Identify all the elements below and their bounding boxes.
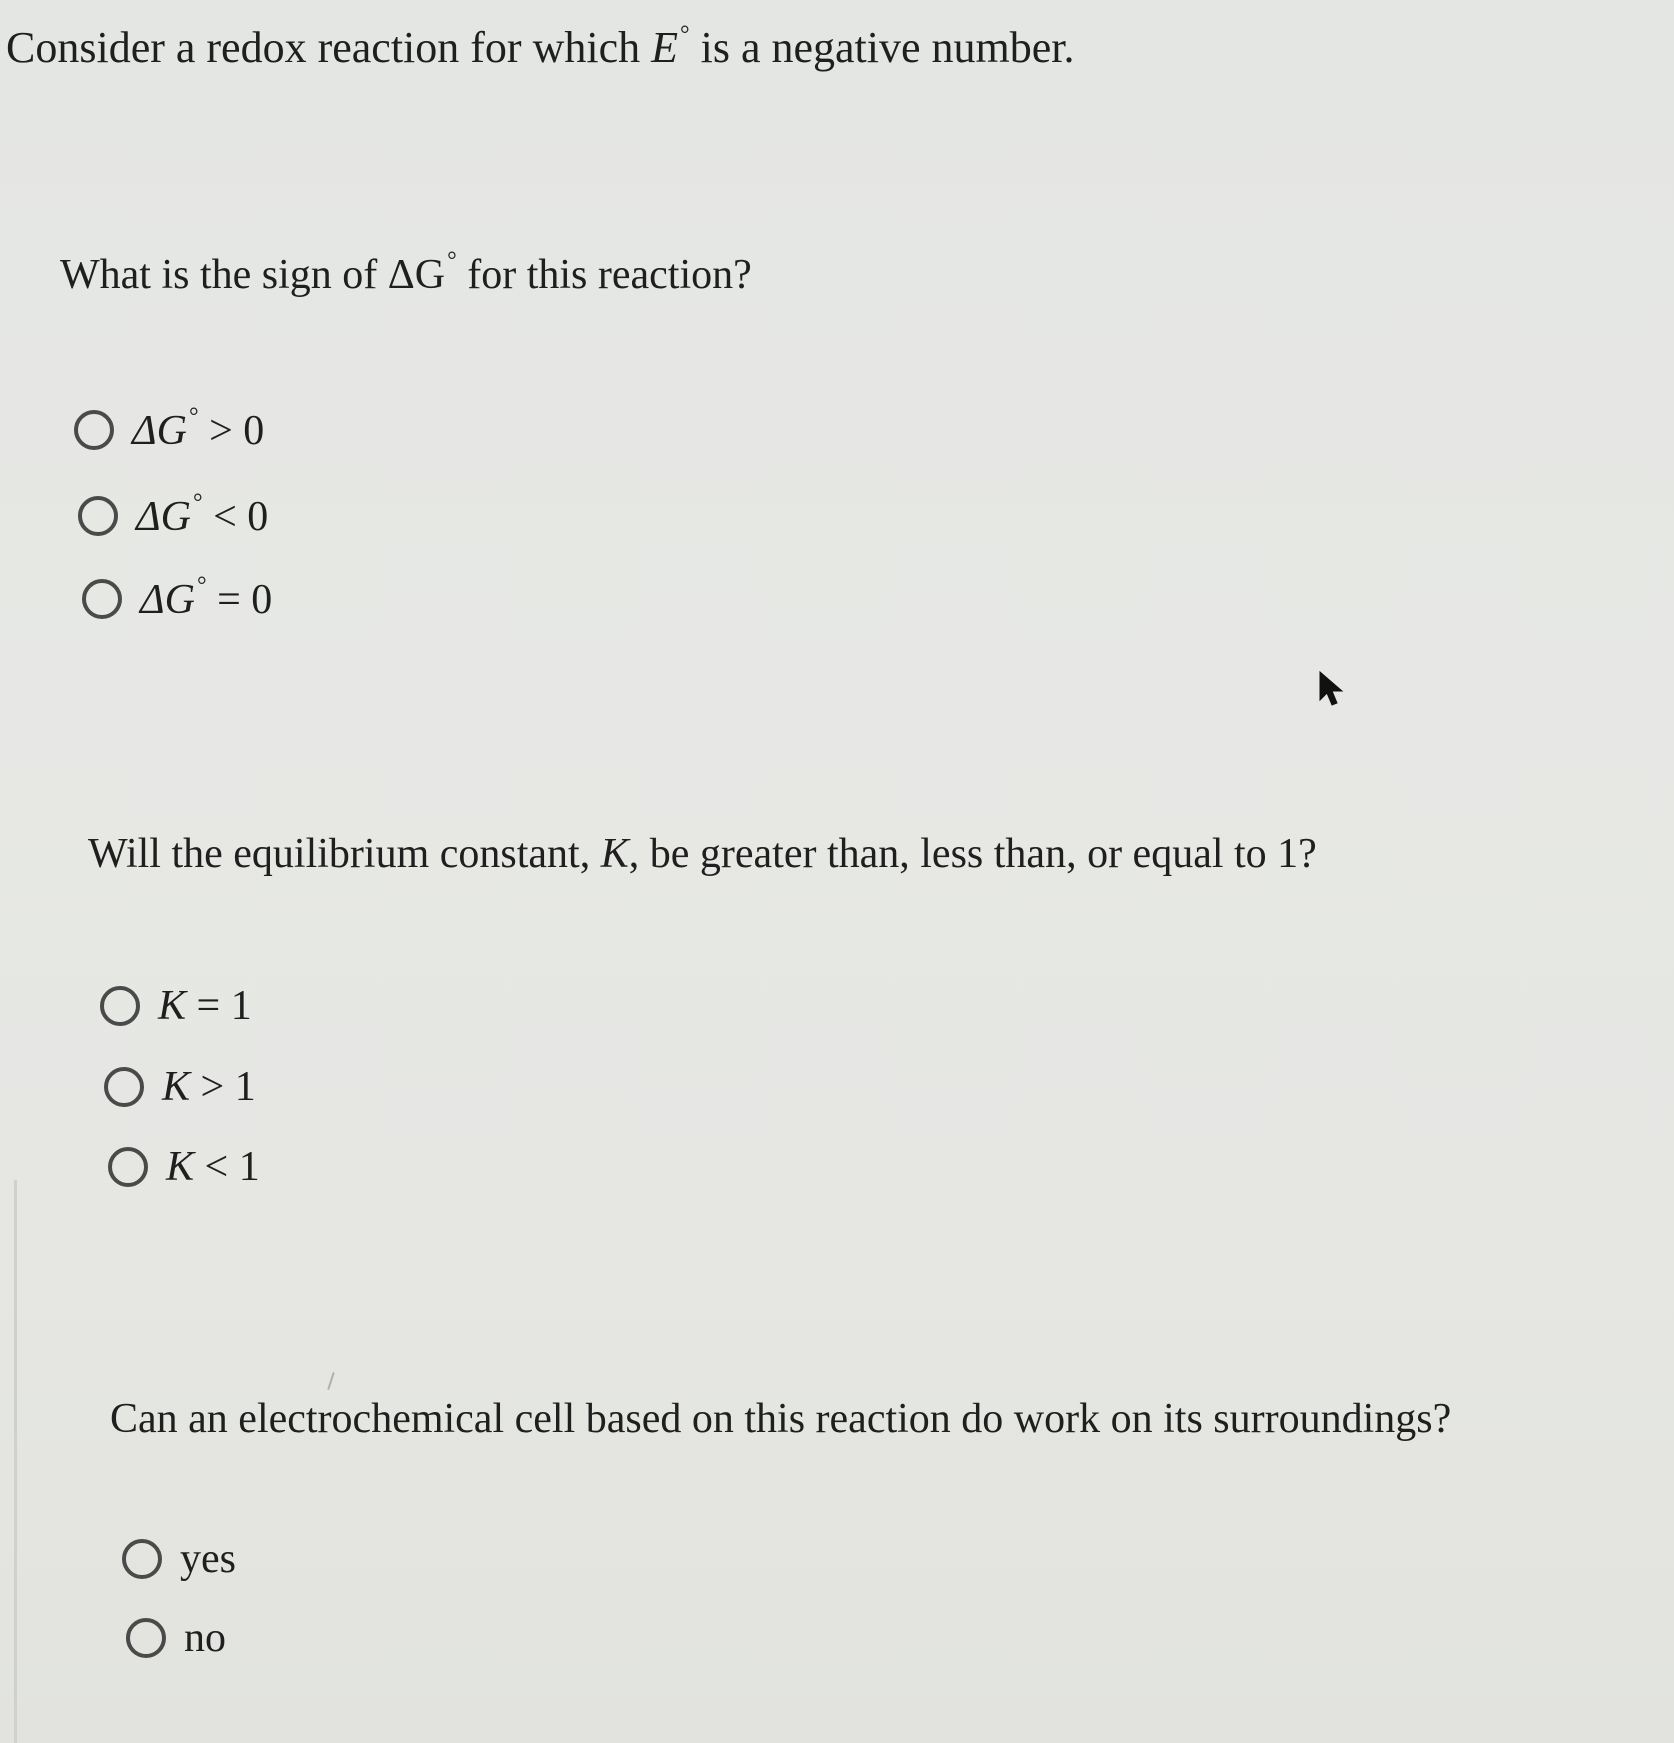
option-relation: < 1 bbox=[194, 1144, 260, 1190]
option-degree-mark: ° bbox=[196, 573, 207, 599]
option-label bbox=[132, 404, 264, 455]
q2-text-end: , be greater than, less than, or equal to 1? bbox=[628, 831, 1317, 877]
option-var: K bbox=[158, 983, 187, 1029]
option-degree-mark: ° bbox=[192, 490, 203, 516]
q3-text: Can an electrochemical cell based on this reaction do work on its surroundings? bbox=[110, 1396, 1452, 1442]
option-yes[interactable] bbox=[122, 1535, 236, 1583]
option-label: yes bbox=[180, 1536, 236, 1582]
q1-var-delta-g: ΔG bbox=[387, 252, 446, 298]
option-delta-g-greater-than-zero[interactable] bbox=[74, 404, 264, 455]
radio-button[interactable] bbox=[104, 1067, 144, 1107]
question-delta-g-sign bbox=[60, 248, 752, 299]
radio-button[interactable] bbox=[122, 1539, 162, 1579]
option-label bbox=[166, 1143, 260, 1191]
option-degree-mark: ° bbox=[188, 404, 199, 430]
radio-button[interactable] bbox=[126, 1618, 166, 1658]
radio-button[interactable] bbox=[100, 986, 140, 1026]
option-relation: > 0 bbox=[198, 408, 265, 454]
mouse-pointer-icon bbox=[1318, 670, 1348, 710]
option-label bbox=[158, 982, 252, 1030]
q2-text-start: Will the equilibrium constant, bbox=[88, 831, 601, 877]
option-k-less-than-one[interactable] bbox=[108, 1143, 260, 1191]
option-label bbox=[140, 573, 272, 624]
option-var: K bbox=[166, 1144, 195, 1190]
q2-var-k: K bbox=[600, 831, 629, 877]
intro-text-end: is a negative number. bbox=[689, 23, 1075, 72]
option-var: ΔG bbox=[136, 494, 191, 540]
option-relation: < 0 bbox=[202, 494, 269, 540]
q1-text-end: for this reaction? bbox=[456, 252, 752, 298]
option-var: K bbox=[162, 1064, 191, 1110]
option-label bbox=[136, 490, 268, 541]
option-var: ΔG bbox=[140, 577, 195, 623]
radio-button[interactable] bbox=[74, 410, 114, 450]
option-delta-g-equals-zero[interactable] bbox=[82, 573, 272, 624]
question-cell-do-work bbox=[110, 1395, 1451, 1443]
option-relation: = 1 bbox=[186, 983, 252, 1029]
option-k-greater-than-one[interactable] bbox=[104, 1063, 256, 1111]
option-relation: = 0 bbox=[206, 577, 273, 623]
intro-var-e: E bbox=[651, 23, 679, 72]
q1-text-start: What is the sign of bbox=[60, 252, 388, 298]
option-no[interactable] bbox=[126, 1614, 226, 1662]
option-var: ΔG bbox=[132, 408, 187, 454]
q1-degree-mark: ° bbox=[447, 248, 457, 274]
radio-button[interactable] bbox=[108, 1147, 148, 1187]
radio-button[interactable] bbox=[78, 496, 118, 536]
screen-smudge bbox=[327, 1372, 334, 1390]
intro-degree-mark: ° bbox=[680, 22, 690, 48]
intro-statement bbox=[6, 22, 1075, 73]
panel-edge-divider bbox=[14, 1180, 17, 1743]
option-k-equals-one[interactable] bbox=[100, 982, 252, 1030]
option-relation: > 1 bbox=[190, 1064, 256, 1110]
question-equilibrium-constant bbox=[88, 830, 1317, 878]
option-label bbox=[162, 1063, 256, 1111]
intro-text-start: Consider a redox reaction for which bbox=[6, 23, 652, 72]
option-label: no bbox=[184, 1615, 226, 1661]
option-delta-g-less-than-zero[interactable] bbox=[78, 490, 268, 541]
radio-button[interactable] bbox=[82, 579, 122, 619]
